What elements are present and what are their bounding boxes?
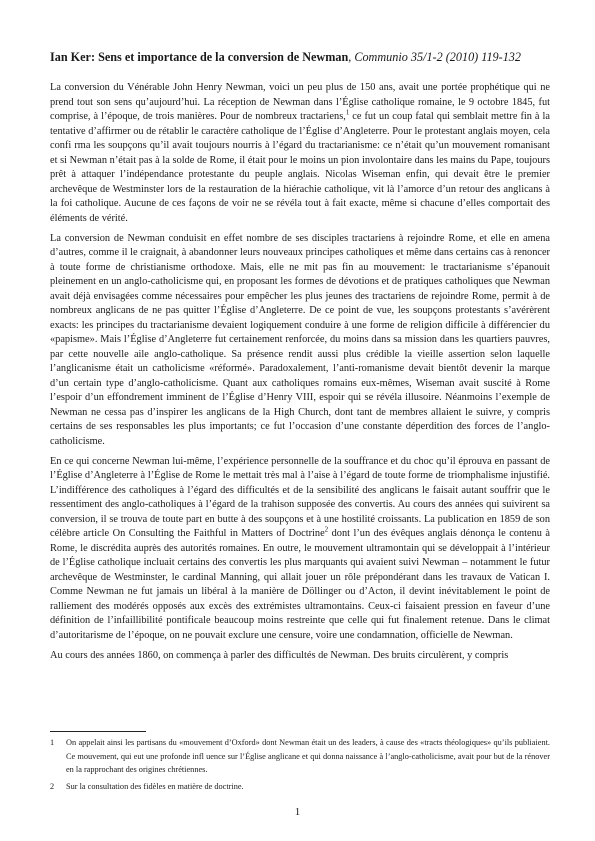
footnote-2 [50,780,550,794]
footnote-ref-1[interactable]: 1 [345,108,350,117]
footnote-number: 2 [50,781,55,791]
footnote-1 [50,736,550,777]
page-number: 1 [294,806,301,818]
paragraph-3: En ce qui concerne Newman lui-même, l’expérience personnelle de la souffrance et du choc qu’il éprouva en passant de l’Église d’Angleterre à l’Église de Rome le mettait très mal à l’aise à l’égard de toute forme de triomphalisme injustifié. L’indifférence des catholiques à l’égard des difficultés et de la sensibilité des anglicans le faisait autant souffrir que le ressentiment des anglo-catholiques à l’égard de la trahison supposée des convertis. Au cours des années qui suivirent sa conversion, il se trouva de toute part en butte à des soupçons et à une hostilité croissants. La publication en 1859 de son célèbre article On Consulting the Faithful in Matters of Doctrine$^2$ dont l’un des évêques anglais dénonça le contenu à Rome, le discrédita auprès des autorités romaines. En outre, le mouvement ultramontain qui se développait à l’intérieur de l’Église catholique incluait certains des convertis les plus marquants qui avaient suivi Newman – notamment le futur archevêque de Westminster, le cardinal Manning, qui allait jouer un rôle prépondérant dans les travaux de Vatican I. Comme Newman ne fut jamais un libéral à la manière de Döllinger ou d’Acton, il devint inévitablement le point de ralliement des modérés opposés aux excès des extrémistes ultramontains. Ceux-ci faisaient pression en faveur d’une définition de l’infaillibilité pontificale beaucoup moins restreinte que celle qui fut finalement retenue. Dans le climat d’autoritarisme de l’époque, on ne pouvait exclure une censure, voire une condamnation, officielle de Newman. [50,455,550,641]
footnote-divider [50,731,146,732]
header-separator: , [348,50,355,64]
article-author-title: Ian Ker: Sens et importance de la conversion de Newman [50,50,349,64]
footnotes [50,736,550,796]
journal-reference: Communio 35/1-2 (2010) 119-132 [354,50,521,64]
footnote-text: On appelait ainsi les partisans du «mouvement d’Oxford» dont Newman était un des leaders, à cause des «tracts théologiques» qu’ils publiaient. Ce mouvement, qui eut une profonde infl uence sur l’Église anglicane et qui donna naissance à l’anglo-catholicisme, avait pour but de la rénover en la rapprochant des origines chrétiennes. [66,738,550,775]
paragraph-2: La conversion de Newman conduisit en effet nombre de ses disciples tractariens à rejoindre Rome, et elle en amena d’autres, comme il le craignait, à abandonner leurs nouveaux principes catholiques et même dans certains cas à renoncer à toute forme de christianisme orthodoxe. Mais, elle ne mit pas fin au mouvement: le tractarianisme s’épanouit pleinement en un anglo-catholicisme qui, en proposant les formes de dévotions et de pratiques catholiques que Newman avait déjà envisagées comme nécessaires pour empêcher les plus jeunes des tractariens de rejoindre Rome, permit à de nombreux anglicans de ne pas quitter l’Église d’Angleterre. De ce point de vue, les soupçons protestants s’avérèrent exacts: les principes du tractarianisme devaient logiquement conduire à une forme de religion difficile à différencier du «papisme». Mais l’Église d’Angleterre fut certainement renforcée, du moins dans sa mission dans les quartiers pauvres, par cette nouvelle aile anglo-catholique. Sa présence rendit aussi plus crédible la vieille assertion selon laquelle l’anglicanisme était un catholicisme «réformé». Paradoxalement, l’anti-romanisme devait bientôt devenir la marque d’un certain type d’anglo-catholicisme. Quant aux catholiques romains eux-mêmes, Wiseman avait suscité à Rome l’espoir d’un effondrement imminent de l’Église d’Henry VIII, espoir qui se révéla illusoire. Néanmoins l’exemple de Newman ne cessa pas d’inspirer les anglicans de la High Church, dont tant de membres allaient le suivre, y compris certains de ses responsables les plus importants; ce fut l’occasion d’une constante déperdition des forces de l’anglo-catholicisme. [50,232,550,447]
footnote-text: Sur la consultation des fidèles en matière de doctrine. [66,781,244,791]
paragraph-4: Au cours des années 1860, on commença à parler des difficultés de Newman. Des bruits circulèrent, y compris [50,649,509,661]
article-header [50,50,550,64]
paragraph-1: La conversion du Vénérable John Henry Newman, voici un peu plus de 150 ans, avait une portée prophétique qui ne prend tout son sens qu’aujourd’hui. La réception de Newman dans l’Église catholique romaine, le 9 octobre 1845, fut comprise, à l’époque, de trois manières. Pour de nombreux tractariens,$^1$ ce fut un coup fatal qui semblait mettre fin à la tentative d’affirmer ou de rétablir le caractère catholique de l’Église d’Angleterre. Pour le protestant anglais moyen, cela confi rma les soupçons qu’il avait toujours nourris à l’égard du tractarianisme: ce n’était qu’un mouvement romanisant et si Newman n’était pas à la solde de Rome, il était pour le moins un pion involontaire dans les mains du Pape, toujours prêt à attaquer l’indépendance protestante du peuple anglais. Nicolas Wiseman enfin, qui devait être le premier archevêque de Westminster lors de la restauration de la hiérachie catholique, vit là l’amorce d’un retour des anglicans à la foi catholique. Aucune de ces façons de voir ne se révéla tout à fait exacte, même si chacune d’elles comportait des éléments de vérité. [50,82,550,224]
footnote-ref-2[interactable]: 2 [324,525,329,534]
footnote-number: 1 [50,738,55,747]
article-body [50,81,550,669]
